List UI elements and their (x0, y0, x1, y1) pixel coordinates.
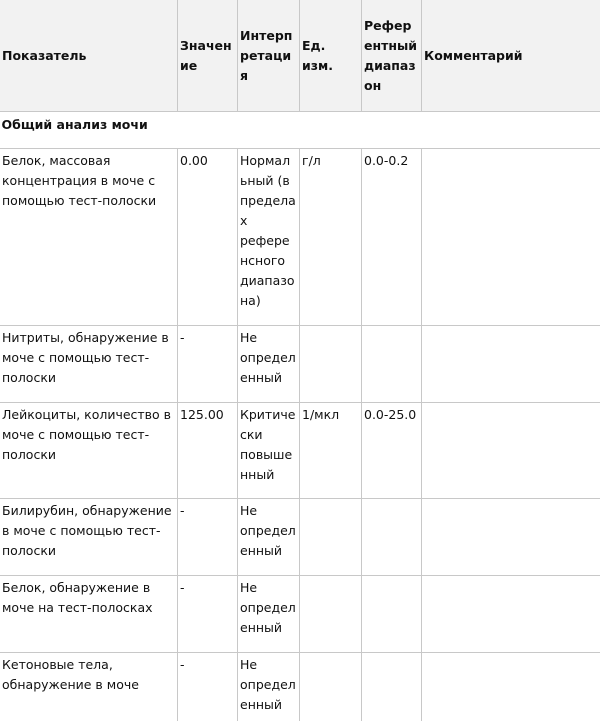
cell-interpretation: Не определенный (238, 653, 300, 721)
cell-reference (362, 326, 422, 403)
cell-unit: 1/мкл (300, 403, 362, 499)
header-unit: Ед. изм. (300, 0, 362, 112)
cell-value: 125.00 (178, 403, 238, 499)
cell-interpretation: Не определенный (238, 326, 300, 403)
cell-reference (362, 653, 422, 721)
table-row (0, 326, 600, 403)
cell-value: - (178, 576, 238, 653)
table-row (0, 653, 600, 721)
cell-value: - (178, 653, 238, 721)
cell-comment (422, 576, 600, 653)
cell-name: Белок, массовая концентрация в моче с помощью тест-полоски (0, 149, 178, 326)
cell-unit (300, 576, 362, 653)
cell-name: Кетоновые тела, обнаружение в моче (0, 653, 178, 721)
cell-comment (422, 403, 600, 499)
cell-interpretation: Нормальный (в пределах референсного диапазона) (238, 149, 300, 326)
cell-value: - (178, 326, 238, 403)
cell-name: Белок, обнаружение в моче на тест-полосках (0, 576, 178, 653)
section-title: Общий анализ мочи (0, 112, 600, 149)
table-row (0, 576, 600, 653)
cell-name: Нитриты, обнаружение в моче с помощью тест-полоски (0, 326, 178, 403)
cell-name: Билирубин, обнаружение в моче с помощью тест-полоски (0, 499, 178, 576)
cell-comment (422, 499, 600, 576)
header-value: Значение (178, 0, 238, 112)
cell-comment (422, 326, 600, 403)
cell-reference: 0.0-0.2 (362, 149, 422, 326)
cell-reference (362, 499, 422, 576)
header-interpretation: Интерпретация (238, 0, 300, 112)
table-row (0, 499, 600, 576)
header-indicator: Показатель (0, 0, 178, 112)
cell-interpretation: Не определенный (238, 576, 300, 653)
header-comment: Комментарий (422, 0, 600, 112)
cell-unit (300, 499, 362, 576)
cell-interpretation: Критически повышенный (238, 403, 300, 499)
cell-unit (300, 653, 362, 721)
section-row (0, 112, 600, 149)
cell-comment (422, 653, 600, 721)
cell-reference: 0.0-25.0 (362, 403, 422, 499)
cell-name: Лейкоциты, количество в моче с помощью тест-полоски (0, 403, 178, 499)
cell-value: - (178, 499, 238, 576)
header-reference: Референтный диапазон (362, 0, 422, 112)
cell-comment (422, 149, 600, 326)
cell-unit: г/л (300, 149, 362, 326)
cell-value: 0.00 (178, 149, 238, 326)
table-header-row (0, 0, 600, 112)
cell-reference (362, 576, 422, 653)
cell-interpretation: Не определенный (238, 499, 300, 576)
table-row (0, 149, 600, 326)
cell-unit (300, 326, 362, 403)
table-row (0, 403, 600, 499)
